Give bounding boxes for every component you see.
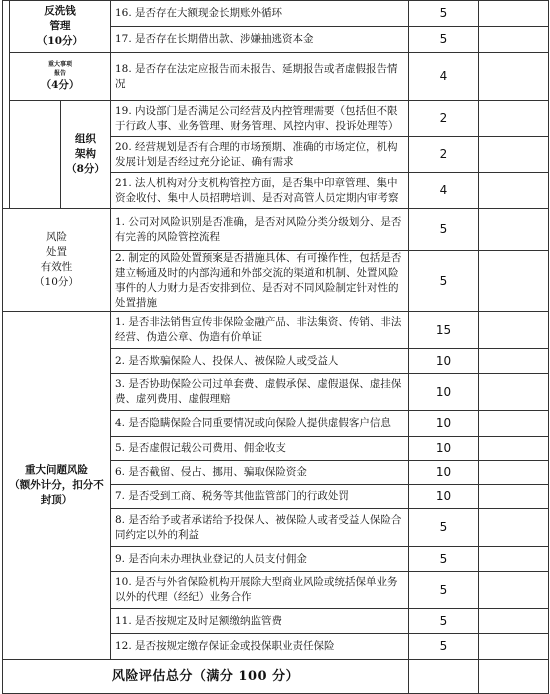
item-score: 10 xyxy=(409,349,479,374)
section-aml: 反洗钱 管理 （10分） xyxy=(10,1,111,53)
deduction-cell xyxy=(479,547,549,572)
deduction-cell xyxy=(479,173,549,209)
item-text: 20. 经营规划是否有合理的市场预期、准确的市场定位，机构发展计划是否经过充分论证、确有需求 xyxy=(111,137,409,173)
deduction-cell xyxy=(479,572,549,609)
item-score: 10 xyxy=(409,485,479,509)
total-label: 风险评估总分（满分 100 分） xyxy=(3,660,409,694)
section-major-issue: 重大问题风险 （额外计分，扣分不 封顶） xyxy=(3,312,111,660)
item-text: 19. 内设部门是否满足公司经营及内控管理需要（包括但不限于行政人事、业务管理、财务管理、风控内审、投诉处理等） xyxy=(111,101,409,137)
item-score: 5 xyxy=(409,572,479,609)
total-row xyxy=(3,660,549,694)
item-text: 12. 是否按规定缴存保证金或投保职业责任保险 xyxy=(111,634,409,660)
item-text: 9. 是否向未办理执业登记的人员支付佣金 xyxy=(111,547,409,572)
item-score: 5 xyxy=(409,509,479,547)
deduction-cell xyxy=(479,509,549,547)
item-text: 1. 是否非法销售宣传非保险金融产品、非法集资、传销、非法经营、伪造公章、伪造有价单证 xyxy=(111,312,409,349)
sub-blank-cell xyxy=(10,101,61,209)
item-score: 4 xyxy=(409,53,479,101)
deduction-cell xyxy=(479,209,549,251)
deduction-cell xyxy=(479,411,549,437)
item-text: 17. 是否存在长期借出款、涉嫌抽逃资本金 xyxy=(111,27,409,53)
deduction-cell xyxy=(479,312,549,349)
item-score: 5 xyxy=(409,27,479,53)
item-text: 16. 是否存在大额现金长期账外循环 xyxy=(111,1,409,27)
item-score: 15 xyxy=(409,312,479,349)
table-row xyxy=(3,312,549,349)
item-score: 10 xyxy=(409,374,479,411)
item-text: 11. 是否按规定及时足额缴纳监管费 xyxy=(111,609,409,634)
deduction-cell xyxy=(479,53,549,101)
deduction-cell xyxy=(479,137,549,173)
item-text: 2. 是否欺骗保险人、投保人、被保险人或受益人 xyxy=(111,349,409,374)
deduction-cell xyxy=(479,485,549,509)
item-text: 2. 制定的风险处置预案是否措施具体、有可操作性，包括是否建立畅通及时的内部沟通和外部交流的渠道和机制、处置风险事件的人力财力是否安排到位、是否对不同风险制定针对性的处置措施 xyxy=(111,251,409,312)
deduction-cell xyxy=(479,101,549,137)
deduction-cell xyxy=(479,251,549,312)
item-text: 7. 是否受到工商、税务等其他监管部门的行政处罚 xyxy=(111,485,409,509)
item-score: 2 xyxy=(409,137,479,173)
item-text: 6. 是否截留、侵占、挪用、骗取保险资金 xyxy=(111,461,409,485)
item-text: 4. 是否隐瞒保险合同重要情况或向保险人提供虚假客户信息 xyxy=(111,411,409,437)
item-text: 10. 是否与外省保险机构开展除大型商业风险或统括保单业务以外的代理（经纪）业务合作 xyxy=(111,572,409,609)
deduction-cell xyxy=(479,609,549,634)
deduction-cell xyxy=(479,1,549,27)
total-deduction-cell xyxy=(479,660,549,694)
section-major-report xyxy=(10,53,111,101)
deduction-cell xyxy=(479,349,549,374)
item-score: 5 xyxy=(409,634,479,660)
section-risk-disposal: 风险 处置 有效性 （10分） xyxy=(3,209,111,312)
item-score: 5 xyxy=(409,547,479,572)
item-text: 21. 法人机构对分支机构管控方面，是否集中印章管理、集中资金收付、集中人员招聘培训、是否对高管人员定期内审考察 xyxy=(111,173,409,209)
item-text: 8. 是否给予或者承诺给予投保人、被保险人或者受益人保险合同约定以外的利益 xyxy=(111,509,409,547)
deduction-cell xyxy=(479,634,549,660)
table-row xyxy=(3,53,549,101)
item-score: 10 xyxy=(409,461,479,485)
deduction-cell xyxy=(479,461,549,485)
section-major-report-name: 重大事项 报告 xyxy=(47,61,72,77)
item-text: 3. 是否协助保险公司过单套费、虚假承保、虚假退保、虚挂保费、虚列费用、虚假理赔 xyxy=(111,374,409,411)
item-score: 5 xyxy=(409,251,479,312)
item-score: 5 xyxy=(409,1,479,27)
level1-cell-blank xyxy=(3,1,10,209)
table-row xyxy=(3,101,549,137)
section-major-report-score: （4分） xyxy=(40,79,80,91)
table-row xyxy=(3,209,549,251)
item-text: 18. 是否存在法定应报告而未报告、延期报告或者虚假报告情况 xyxy=(111,53,409,101)
section-org: 组织 架构 （8分） xyxy=(61,101,111,209)
item-text: 5. 是否虚假记载公司费用、佣金收支 xyxy=(111,437,409,461)
deduction-cell xyxy=(479,374,549,411)
item-score: 10 xyxy=(409,437,479,461)
total-score-cell xyxy=(409,660,479,694)
item-score: 10 xyxy=(409,411,479,437)
deduction-cell xyxy=(479,437,549,461)
table-row xyxy=(3,1,549,27)
item-text: 1. 公司对风险识别是否准确，是否对风险分类分级划分、是否有完善的风险管控流程 xyxy=(111,209,409,251)
item-score: 5 xyxy=(409,209,479,251)
deduction-cell xyxy=(479,27,549,53)
risk-assessment-table xyxy=(2,0,549,694)
item-score: 4 xyxy=(409,173,479,209)
item-score: 5 xyxy=(409,609,479,634)
item-score: 2 xyxy=(409,101,479,137)
